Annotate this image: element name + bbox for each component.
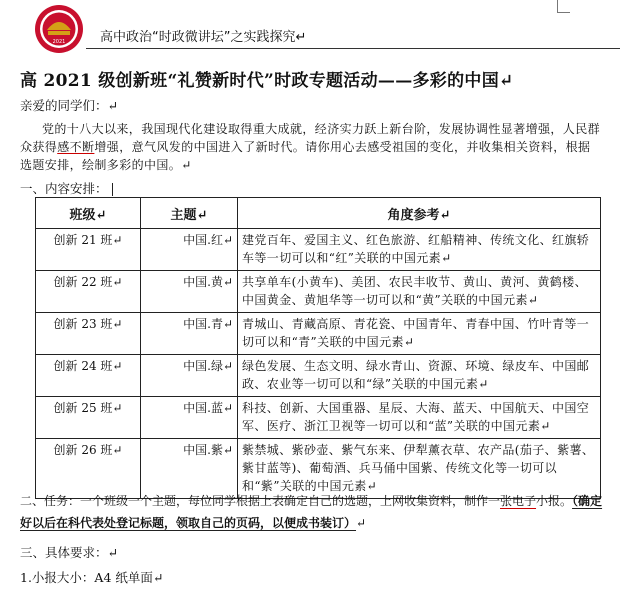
cell-class: 创新 21 班↵ xyxy=(36,229,141,271)
cell-reference: 科技、创新、大国重器、星辰、大海、蓝天、中国航天、中国空军、医疗、浙江卫视等一切可以和“蓝”关联的中国元素↵ xyxy=(238,397,601,439)
document-title: 高 2021 级创新班“礼赞新时代”时政专题活动——多彩的中国↵ xyxy=(20,71,514,91)
cell-theme: 中国.红↵ xyxy=(141,229,238,271)
school-logo-icon xyxy=(34,4,84,54)
task-note: （确定好以后在科代表处登记标题，领取自己的页码，以便成书装订） xyxy=(20,494,603,530)
table-row xyxy=(36,271,601,313)
page-header xyxy=(0,0,630,54)
header-title: 高中政治“时政微讲坛”之实践探究↵ xyxy=(100,30,307,45)
logo-year: 2021 xyxy=(52,39,66,45)
header-divider xyxy=(86,48,620,49)
table-header-row xyxy=(36,198,601,229)
section-1-label: 一、内容安排： xyxy=(20,181,108,196)
task-end-mark: ↵ xyxy=(356,516,367,530)
task-text-1: 二、任务：一个班级一个主题，每位同学根据上表确定自己的选题，上网收集资料，制作一 xyxy=(20,494,501,508)
requirement-item-1: 1.小报大小：A4 纸单面↵ xyxy=(20,570,164,585)
cell-theme: 中国.蓝↵ xyxy=(141,397,238,439)
text-cursor xyxy=(112,183,113,196)
table-row xyxy=(36,313,601,355)
cell-reference: 绿色发展、生态文明、绿水青山、资源、环境、绿皮车、中国邮政、农业等一切可以和“绿”关联的中国元素↵ xyxy=(238,355,601,397)
greeting: 亲爱的同学们：↵ xyxy=(20,98,118,113)
intro-text-1: 党的十八大以来，我国现代化建设取得重大成就，经济实力跃上新台阶，发展协调性显著增强，人民群众获得 xyxy=(20,122,601,154)
section-heading-1 xyxy=(20,179,113,197)
cell-class: 创新 23 班↵ xyxy=(36,313,141,355)
intro-text-2: 增强，意气风发的中国进入了新时代。请你用心去感受祖国的变化，并收集相关资料，根据选题安排，绘制多彩的中国。↵ xyxy=(20,140,591,172)
cell-theme: 中国.紫↵ xyxy=(141,439,238,499)
page-corner-mark xyxy=(557,0,570,13)
header-class: 班级↵ xyxy=(36,198,141,229)
table-row xyxy=(36,355,601,397)
cell-class: 创新 24 班↵ xyxy=(36,355,141,397)
header-theme: 主题↵ xyxy=(141,198,238,229)
cell-class: 创新 22 班↵ xyxy=(36,271,141,313)
table-row xyxy=(36,397,601,439)
task-underlined: 张电子 xyxy=(500,494,537,508)
intro-underlined: 感不断 xyxy=(57,140,95,154)
cell-theme: 中国.青↵ xyxy=(141,313,238,355)
cell-reference: 紫禁城、紫砂壶、紫气东来、伊犁薰衣草、农产品(茄子、紫薯、紫甘蓝等)、葡萄酒、兵马俑中国紫、传统文化等一切可以和“紫”关联的中国元素↵ xyxy=(238,439,601,499)
cell-reference: 共享单车(小黄车)、美团、农民丰收节、黄山、黄河、黄鹤楼、中国黄金、黄旭华等一切可以和“黄”关联的中国元素↵ xyxy=(238,271,601,313)
cell-reference: 青城山、青藏高原、青花瓷、中国青年、青春中国、竹叶青等一切可以和“青”关联的中国元素↵ xyxy=(238,313,601,355)
cell-class: 创新 26 班↵ xyxy=(36,439,141,499)
table-row xyxy=(36,229,601,271)
cell-class: 创新 25 班↵ xyxy=(36,397,141,439)
task-paragraph xyxy=(20,490,605,534)
intro-paragraph xyxy=(20,120,600,174)
cell-theme: 中国.绿↵ xyxy=(141,355,238,397)
cell-reference: 建党百年、爱国主义、红色旅游、红船精神、传统文化、红旗轿车等一切可以和“红”关联的中国元素↵ xyxy=(238,229,601,271)
section-heading-3: 三、具体要求：↵ xyxy=(20,545,118,560)
header-reference: 角度参考↵ xyxy=(238,198,601,229)
task-text-2: 小报。 xyxy=(536,494,573,508)
cell-theme: 中国.黄↵ xyxy=(141,271,238,313)
assignment-table xyxy=(35,197,601,499)
